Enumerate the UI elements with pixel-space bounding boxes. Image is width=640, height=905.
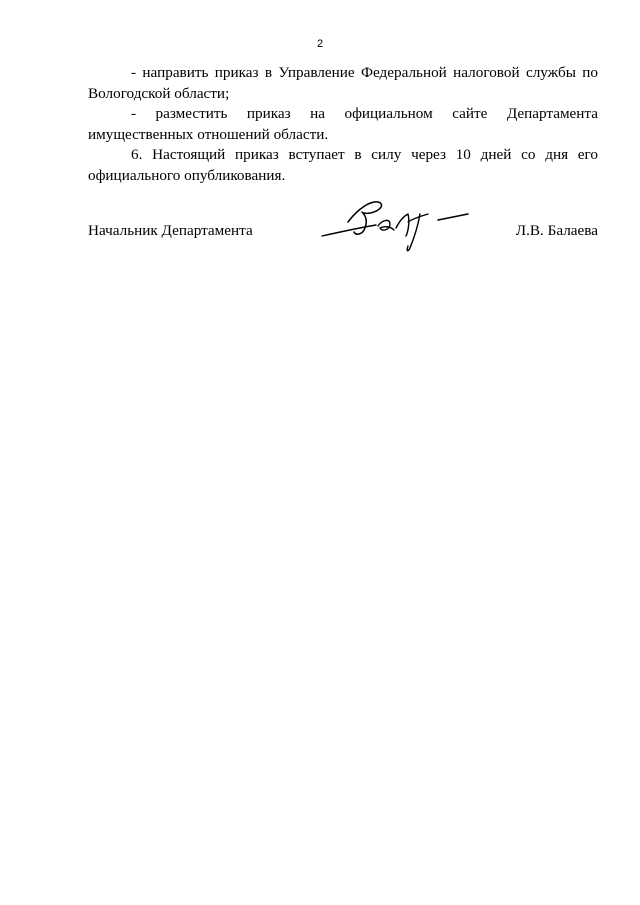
paragraph-line: - направить приказ в Управление Федеральной налоговой службы по	[131, 64, 598, 81]
paragraph-line: имущественных отношений области.	[88, 125, 329, 143]
signatory-name: Л.В. Балаева	[515, 222, 598, 239]
paragraph-effective-date	[88, 145, 598, 186]
page-number: 2	[316, 38, 324, 50]
paragraph-publish-order	[88, 104, 598, 145]
paragraph-line: Вологодской области;	[88, 84, 230, 102]
paragraph-line: официального опубликования.	[88, 166, 286, 184]
paragraph-line: 6. Настоящий приказ вступает в силу через 10 дней со дня его	[131, 146, 598, 163]
paragraph-line: - разместить приказ на официальном сайте Департамента	[131, 105, 598, 122]
signatory-position: Начальник Департамента	[88, 222, 253, 239]
handwritten-signature	[318, 192, 474, 256]
paragraph-send-order	[88, 63, 598, 104]
document-body	[88, 63, 598, 186]
